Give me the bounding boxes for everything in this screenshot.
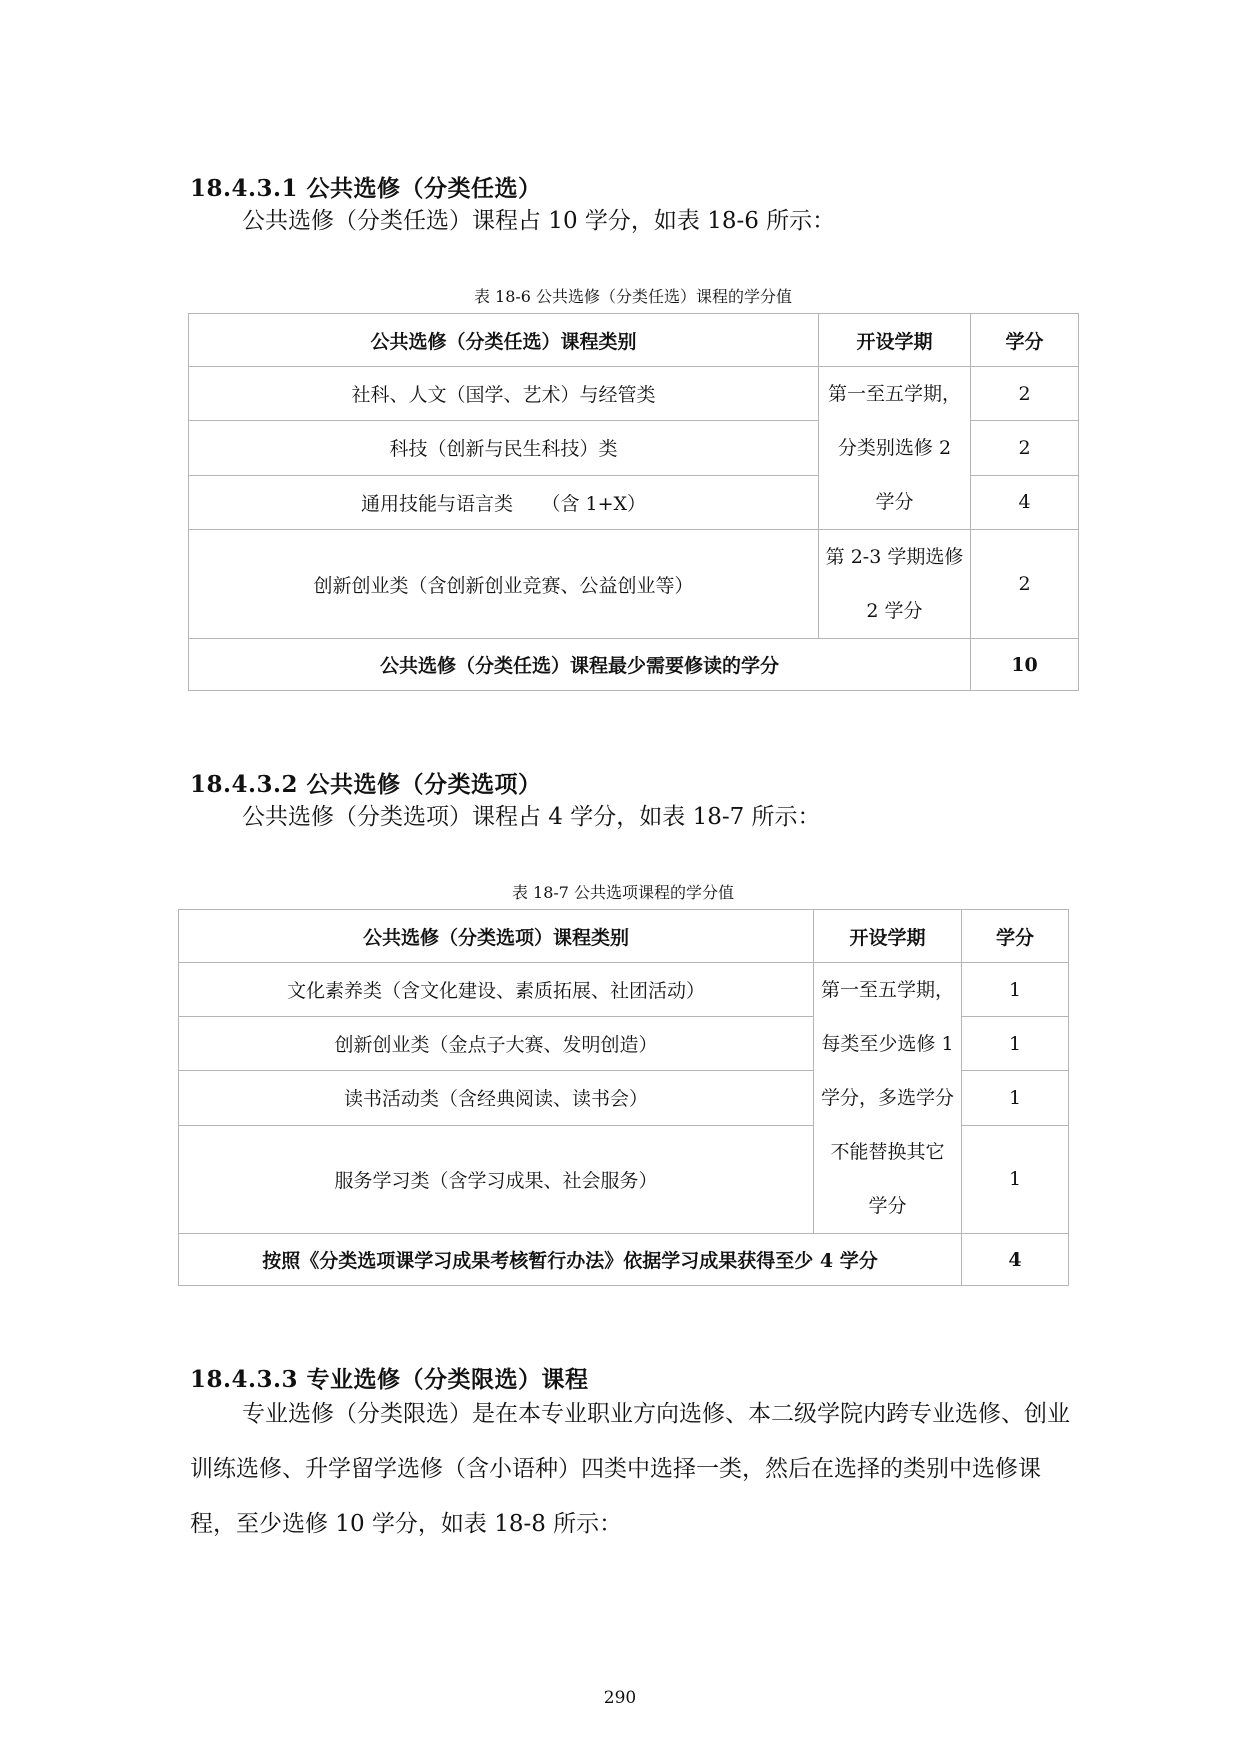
table-footer-label: 公共选修（分类任选）课程最少需要修读的学分: [189, 639, 971, 691]
table-cell-category: 读书活动类（含经典阅读、读书会）: [179, 1071, 814, 1125]
section-heading-18-4-3-1: 18.4.3.1 公共选修（分类任选）: [190, 175, 542, 202]
semester-line: 学分: [875, 491, 914, 513]
table-header: 开设学期: [819, 314, 971, 367]
semester-line: 第一至五学期，: [820, 979, 954, 1001]
table-header: 公共选修（分类选项）课程类别: [179, 910, 814, 963]
semester-line: 不能替换其它: [830, 1141, 945, 1163]
table-header: 学分: [962, 910, 1069, 963]
semester-line: 学分，多选学分: [820, 1087, 954, 1109]
table-cell-category: 创新创业类（金点子大赛、发明创造）: [179, 1017, 814, 1071]
page-number: 290: [603, 1688, 637, 1708]
table-cell-category: 科技（创新与民生科技）类: [189, 421, 819, 475]
table-cell-credit: 1: [962, 963, 1069, 1017]
semester-line: 每类至少选修 1: [821, 1033, 954, 1055]
table-cell-credit: 2: [971, 530, 1079, 639]
section2-intro: 公共选修（分类选项）课程占 4 学分，如表 18-7 所示：: [242, 804, 821, 830]
table-footer-value: 10: [971, 639, 1079, 691]
table-cell-semester: [819, 530, 971, 639]
table-footer-label: 按照《分类选项课学习成果考核暂行办法》依据学习成果获得至少 4 学分: [179, 1234, 962, 1286]
semester-line: 分类别选修 2: [837, 437, 952, 459]
table-cell-credit: 2: [971, 421, 1079, 475]
table-18-6: [188, 313, 1079, 691]
table-cell-category: 服务学习类（含学习成果、社会服务）: [179, 1125, 814, 1233]
table-footer-value: 4: [962, 1234, 1069, 1286]
semester-line: 第一至五学期，: [827, 383, 961, 405]
semester-line: 学分: [868, 1195, 907, 1217]
table-cell-semester: [819, 367, 971, 530]
table-18-7: [178, 909, 1069, 1286]
semester-line: 2 学分: [866, 600, 923, 622]
section1-intro: 公共选修（分类任选）课程占 10 学分，如表 18-6 所示：: [242, 208, 836, 234]
table-cell-credit: 1: [962, 1071, 1069, 1125]
table-18-6-caption: 表 18-6 公共选修（分类任选）课程的学分值: [473, 287, 793, 306]
table-cell-semester: [814, 963, 962, 1234]
table-cell-credit: 2: [971, 367, 1079, 421]
table-18-7-caption: 表 18-7 公共选项课程的学分值: [511, 883, 735, 902]
table-cell-category: 社科、人文（国学、艺术）与经管类: [189, 367, 819, 421]
section-heading-18-4-3-3: 18.4.3.3 专业选修（分类限选）课程: [190, 1366, 589, 1393]
semester-line: 第 2-3 学期选修: [825, 546, 964, 568]
table-header: 学分: [971, 314, 1079, 367]
table-cell-credit: 4: [971, 475, 1079, 529]
table-cell-credit: 1: [962, 1017, 1069, 1071]
section3-paragraph: 专业选修（分类限选）是在本专业职业方向选修、本二级学院内跨专业选修、创业训练选修、升学留学选修（含小语种）四类中选择一类，然后在选择的类别中选修课程，至少选修 10 学分，如表 18-8 所示：: [190, 1401, 1070, 1537]
table-cell-credit: 1: [962, 1125, 1069, 1233]
table-header: 开设学期: [814, 910, 962, 963]
table-header: 公共选修（分类任选）课程类别: [189, 314, 819, 367]
table-cell-category: 创新创业类（含创新创业竞赛、公益创业等）: [189, 530, 819, 639]
section-heading-18-4-3-2: 18.4.3.2 公共选修（分类选项）: [190, 771, 542, 798]
table-cell-category: 文化素养类（含文化建设、素质拓展、社团活动）: [179, 963, 814, 1017]
table-cell-category: 通用技能与语言类 （含 1+X）: [189, 475, 819, 529]
